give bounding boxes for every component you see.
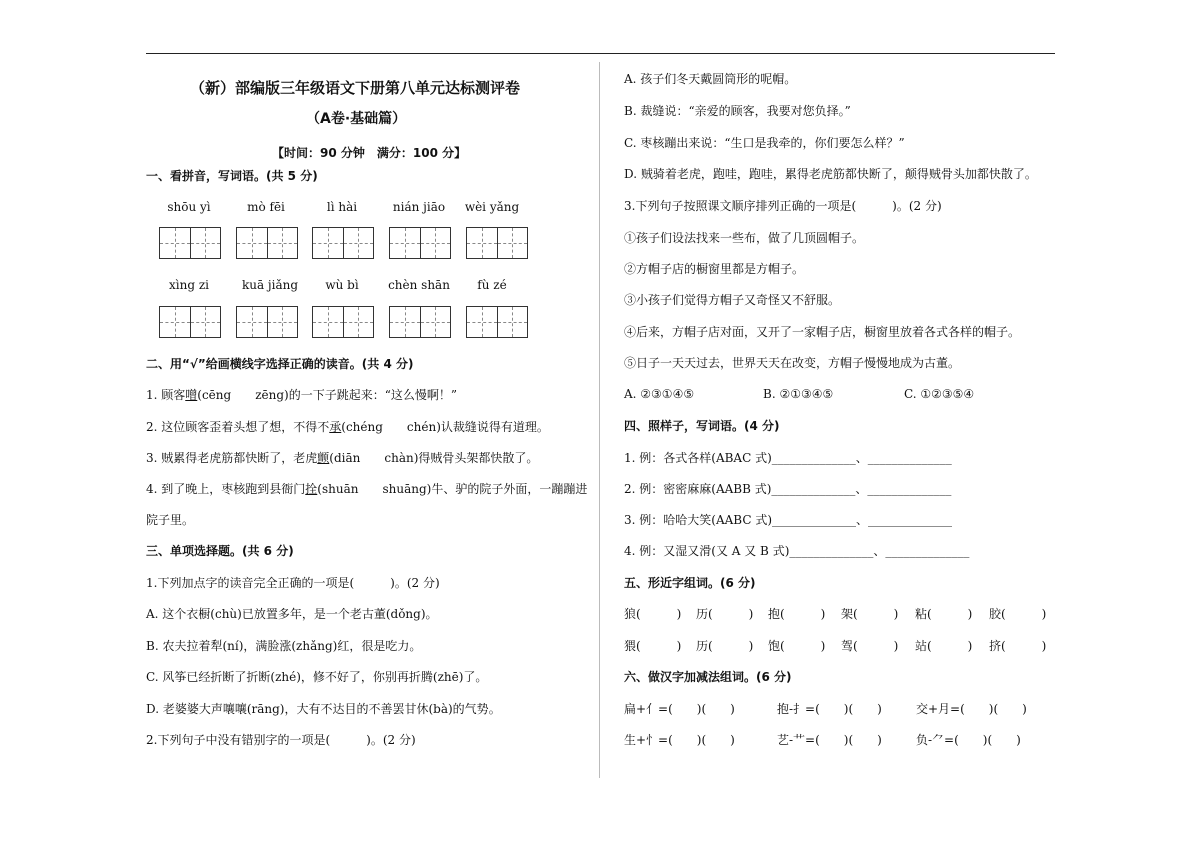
similar-char-item: 狼( ) [624,607,682,621]
question-2-1: 1. 顾客噌(cēng zēng)的一下子跳起来：“这么慢啊！” [146,388,457,402]
sentence-1: ①孩子们设法找来一些布，做了几顶圆帽子。 [624,231,865,245]
similar-char-item: 抱( ) [768,607,826,621]
writing-grid[interactable] [312,306,374,338]
section3-heading: 三、单项选择题。(共 6 分) [146,544,294,558]
writing-grid[interactable] [312,227,374,259]
writing-grid[interactable] [159,306,221,338]
pattern-line-1: 1. 例：各式各样(ABAC 式)______________、______________ [624,451,952,465]
section5-heading: 五、形近字组词。(6 分) [624,576,756,590]
option-3-2-b: B. 裁缝说：“亲爱的顾客，我要对您负择。” [624,104,851,118]
top-rule [146,53,1055,54]
sentence-5: ⑤日子一天天过去，世界天天在改变，方帽子慢慢地成为古董。 [624,356,961,370]
pinyin-label: shōu yì [167,200,211,214]
similar-char-item: 粘( ) [915,607,973,621]
section4-heading: 四、照样子，写词语。(4 分) [624,419,780,433]
option-3-2-d: D. 贼骑着老虎，跑哇，跑哇，累得老虎筋都快断了，颠得贼骨头加都快散了。 [624,167,1037,181]
writing-grid[interactable] [389,306,451,338]
option-3-2-c: C. 枣核蹦出来说：“生口是我牵的，你们要怎么样？” [624,136,905,150]
similar-char-item: 饱( ) [768,639,826,653]
option-3-2-a: A. 孩子们冬天戴圆筒形的呢帽。 [624,72,797,86]
option-3-1-d: D. 老婆婆大声嚷嚷(rāng)，大有不达目的不善罢甘休(bà)的气势。 [146,702,501,716]
sentence-2: ②方帽子店的橱窗里都是方帽子。 [624,262,805,276]
question-2-3: 3. 贼累得老虎筋都快断了，老虎颤(diān chàn)得贼骨头架都快散了。 [146,451,539,465]
column-divider [599,62,600,778]
option-3-3-c: C. ①②③⑤④ [904,387,975,401]
pinyin-label: kuā jiǎng [241,278,299,292]
char-math-item: 艺-艹=( )( ) [777,733,882,747]
page-subtitle: （A卷·基础篇） [306,111,407,127]
similar-char-item: 胶( ) [989,607,1047,621]
similar-char-item: 猥( ) [624,639,682,653]
exam-meta: 【时间：90 分钟 满分：100 分】 [272,146,467,160]
pinyin-label: lì hài [326,200,358,214]
pinyin-label: mò fēi [247,200,285,214]
question-3-2: 2.下列句子中没有错别字的一项是( )。(2 分) [146,733,416,747]
question-2-4-cont: 院子里。 [146,513,195,527]
similar-char-item: 驾( ) [841,639,899,653]
page-title: （新）部编版三年级语文下册第八单元达标测评卷 [190,79,521,97]
option-3-1-b: B. 农夫拉着犁(ní)，满脸涨(zhǎng)红，很是吃力。 [146,639,422,653]
pinyin-label: wù bì [325,278,359,292]
option-3-3-b: B. ②①③④⑤ [763,387,834,401]
writing-grid[interactable] [466,306,528,338]
section1-heading: 一、看拼音，写词语。(共 5 分) [146,169,318,183]
similar-char-item: 站( ) [915,639,973,653]
char-math-item: 抱-扌=( )( ) [777,702,882,716]
writing-grid[interactable] [389,227,451,259]
writing-grid[interactable] [236,306,298,338]
section6-heading: 六、做汉字加减法组词。(6 分) [624,670,792,684]
sentence-4: ④后来，方帽子店对面，又开了一家帽子店，橱窗里放着各式各样的帽子。 [624,325,1021,339]
pinyin-label: wèi yǎng [464,200,520,214]
option-3-3-a: A. ②③①④⑤ [624,387,695,401]
pinyin-label: nián jiāo [392,200,446,214]
char-math-item: 生+忄=( )( ) [624,733,735,747]
char-math-item: 负-⺈=( )( ) [916,733,1021,747]
similar-char-item: 架( ) [841,607,899,621]
option-3-1-c: C. 风筝已经折断了折断(zhé)，修不好了，你别再折腾(zhē)了。 [146,670,488,684]
pinyin-label: xìng zi [169,278,209,292]
writing-grid[interactable] [159,227,221,259]
section2-heading: 二、用“√”给画横线字选择正确的读音。(共 4 分) [146,357,414,371]
question-3-1: 1.下列加点字的读音完全正确的一项是( )。(2 分) [146,576,440,590]
sentence-3: ③小孩子们觉得方帽子又奇怪又不舒服。 [624,293,841,307]
option-3-1-a: A. 这个衣橱(chù)已放置多年，是一个老古董(dǒng)。 [146,607,438,621]
pinyin-label: chèn shān [388,278,450,292]
similar-char-item: 历( ) [696,607,754,621]
writing-grid[interactable] [466,227,528,259]
pattern-line-3: 3. 例：哈哈大笑(AABC 式)______________、______________ [624,513,952,527]
question-2-4: 4. 到了晚上，枣核跑到县衙门拴(shuān shuāng)牛、驴的院子外面，一蹦蹦进 [146,482,588,496]
similar-char-item: 历( ) [696,639,754,653]
pinyin-label: fù zé [477,278,507,292]
char-math-item: 交+月=( )( ) [916,702,1027,716]
question-2-2: 2. 这位顾客歪着头想了想，不得不承(chéng chén)认裁缝说得有道理。 [146,420,549,434]
similar-char-item: 挤( ) [989,639,1047,653]
char-math-item: 扁+亻=( )( ) [624,702,735,716]
pattern-line-4: 4. 例：又湿又滑(又 A 又 B 式)______________、______________ [624,544,970,558]
writing-grid[interactable] [236,227,298,259]
pattern-line-2: 2. 例：密密麻麻(AABB 式)______________、______________ [624,482,952,496]
question-3-3: 3.下列句子按照课文顺序排列正确的一项是( )。(2 分) [624,199,942,213]
